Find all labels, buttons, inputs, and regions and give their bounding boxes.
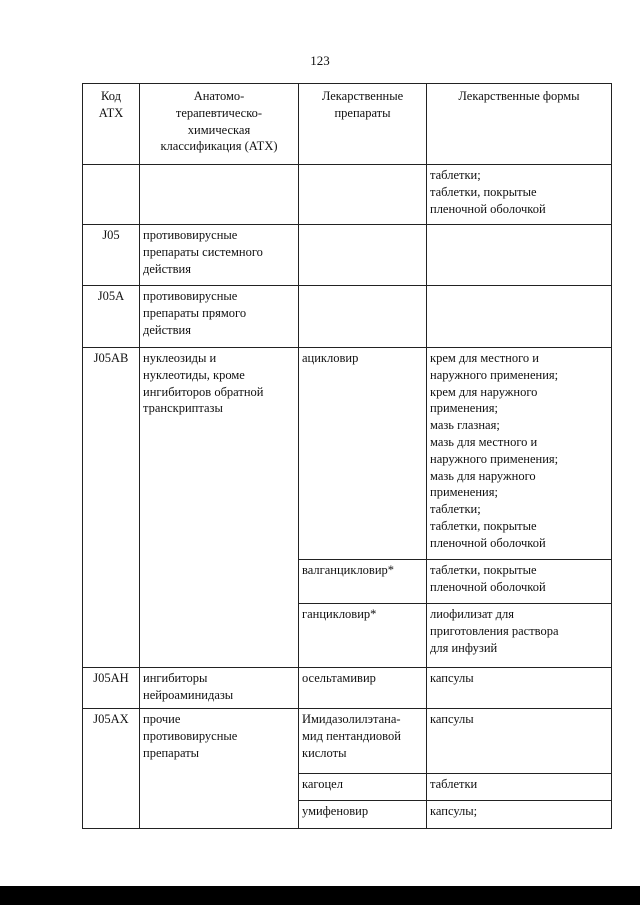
page-number: 123 [310, 53, 330, 68]
drug-cell: ганцикловир* [299, 604, 427, 668]
table-row [83, 668, 612, 709]
header-forms: Лекарственные формы [427, 84, 612, 165]
forms-cell: таблетки, покрытые пленочной оболочкой [427, 560, 612, 604]
table-row [83, 709, 612, 774]
drug-cell [299, 225, 427, 286]
atx-code-cell: J05A [83, 286, 140, 348]
forms-cell: капсулы [427, 709, 612, 774]
classification-cell: противовирусные препараты прямого действия [140, 286, 299, 348]
drug-cell: ацикловир [299, 348, 427, 560]
classification-cell: нуклеозиды и нуклеотиды, кроме ингибиторов обратной транскриптазы [140, 348, 299, 668]
atx-drug-table [82, 83, 612, 829]
forms-cell: капсулы [427, 668, 612, 709]
table-header-row [83, 84, 612, 165]
table-row [83, 348, 612, 560]
forms-cell: крем для местного и наружного применения; крем для наружного применения; мазь глазная; мазь для местного и наружного применения; мазь для наружного применения; таблетки; таблетки, покрытые пленочной оболочкой [427, 348, 612, 560]
classification-cell: противовирусные препараты системного действия [140, 225, 299, 286]
header-classification: Анатомо- терапевтическо- химическая классификация (АТХ) [140, 84, 299, 165]
forms-cell: капсулы; [427, 801, 612, 829]
header-code: Код АТХ [83, 84, 140, 165]
forms-cell: таблетки [427, 774, 612, 801]
drug-cell: Имидазолилэтана- мид пентандиовой кислоты [299, 709, 427, 774]
drug-cell: умифеновир [299, 801, 427, 829]
atx-code-cell: J05AX [83, 709, 140, 829]
atx-code-cell: J05 [83, 225, 140, 286]
forms-cell [427, 225, 612, 286]
drug-cell: кагоцел [299, 774, 427, 801]
scan-bottom-border [0, 886, 640, 905]
classification-cell: ингибиторы нейроаминидазы [140, 668, 299, 709]
drug-cell [299, 286, 427, 348]
atx-code-cell: J05AB [83, 348, 140, 668]
header-drugs: Лекарственные препараты [299, 84, 427, 165]
drug-cell [299, 165, 427, 225]
forms-cell [427, 286, 612, 348]
drug-cell: валганцикловир* [299, 560, 427, 604]
table-row [83, 225, 612, 286]
drug-cell: осельтамивир [299, 668, 427, 709]
table-row [83, 165, 612, 225]
atx-code-cell [83, 165, 140, 225]
table-row [83, 286, 612, 348]
forms-cell: лиофилизат для приготовления раствора для инфузий [427, 604, 612, 668]
forms-cell: таблетки; таблетки, покрытые пленочной оболочкой [427, 165, 612, 225]
classification-cell: прочие противовирусные препараты [140, 709, 299, 829]
classification-cell [140, 165, 299, 225]
atx-code-cell: J05AH [83, 668, 140, 709]
